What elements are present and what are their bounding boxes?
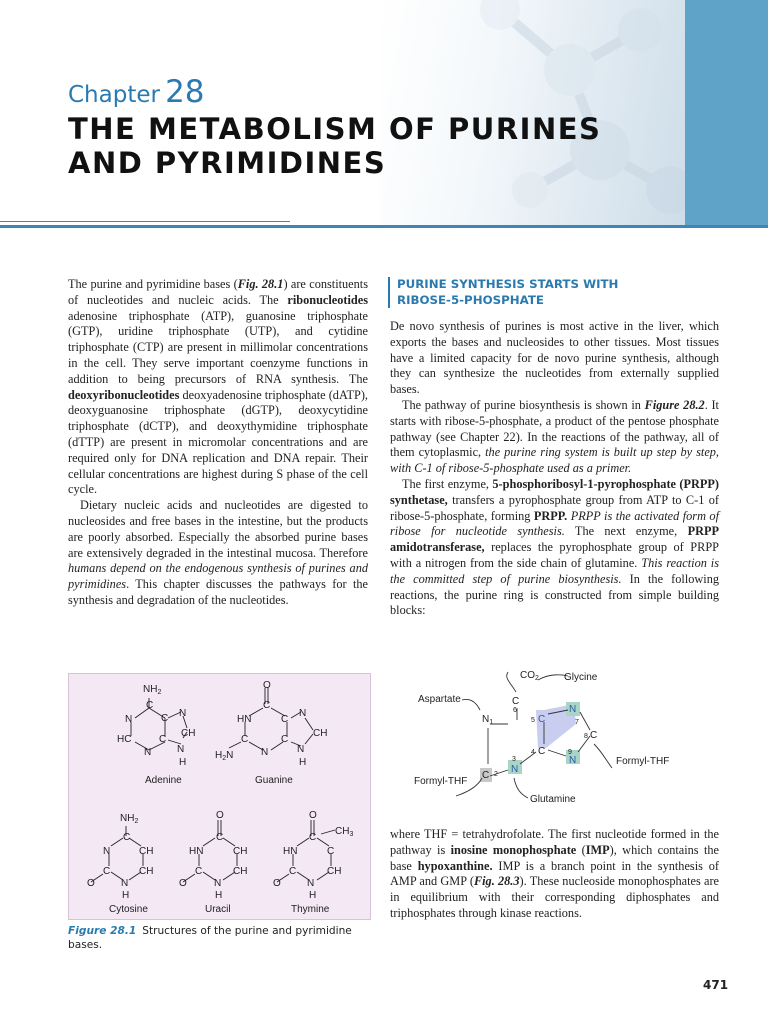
svg-text:O: O: [87, 878, 95, 889]
svg-text:CO2: $CO_2$: [520, 670, 539, 682]
svg-text:N: N: [179, 708, 187, 719]
formyl-thf-left-label: Formyl-THF: [414, 776, 468, 787]
section-heading-line1: PURINE SYNTHESIS STARTS WITH: [397, 277, 619, 291]
svg-text:O: O: [309, 810, 317, 821]
figure-28-1-caption: [68, 924, 373, 952]
guanine-label: Guanine: [255, 775, 293, 786]
svg-text:H: H: [309, 890, 317, 901]
svg-text:HN: HN: [189, 846, 204, 857]
thymine-label: Thymine: [291, 904, 330, 915]
svg-text:4: 4: [531, 749, 535, 756]
svg-text:C: C: [161, 713, 169, 724]
svg-text:C: C: [195, 866, 203, 877]
header-rule: [0, 225, 768, 228]
glutamine-label: Glutamine: [530, 794, 576, 805]
svg-text:HC: HC: [117, 734, 132, 745]
svg-text:C: C: [281, 714, 289, 725]
purine-ring-svg: [390, 664, 720, 814]
svg-text:N: N: [511, 764, 519, 775]
chapter-title: [68, 112, 708, 180]
svg-text:O: O: [273, 878, 281, 889]
uracil-label: Uracil: [205, 904, 231, 915]
svg-text:C: C: [216, 832, 224, 843]
right-column-lower: [390, 827, 719, 922]
adenine-label: Adenine: [145, 775, 182, 786]
svg-text:2: 2: [494, 771, 498, 778]
svg-text:C: C: [241, 734, 249, 745]
svg-text:8: 8: [584, 733, 588, 740]
svg-text:H: H: [299, 757, 307, 768]
svg-text:5: 5: [531, 717, 535, 724]
denovo-paragraph: De novo synthesis of purines is most active in the liver, which exports the bases and nucleosides to other tissues. Most tissues have a limited capacity for de novo purine synthesis, although they can synthesize the nucleotides from externally supplied bases.: [390, 319, 719, 397]
svg-text:C: C: [482, 770, 490, 781]
svg-text:C: C: [512, 696, 520, 707]
svg-text:C: C: [538, 746, 546, 757]
svg-text:C: C: [123, 832, 131, 843]
svg-text:N: N: [299, 708, 307, 719]
svg-text:C: C: [289, 866, 297, 877]
chapter-title-line2: AND PYRIMIDINES: [68, 146, 387, 180]
chapter-title-line1: THE METABOLISM OF PURINES: [68, 112, 602, 146]
svg-text:C: C: [590, 730, 598, 741]
svg-text:N: N: [261, 747, 269, 758]
svg-text:CH: CH: [139, 846, 154, 857]
svg-text:N: N: [144, 747, 152, 758]
svg-text:6: 6: [513, 707, 517, 714]
right-column: [390, 319, 719, 619]
svg-text:H: H: [122, 890, 130, 901]
svg-text:O: O: [216, 810, 224, 821]
cytosine-label: Cytosine: [109, 904, 148, 915]
cytosine-structure: [91, 826, 143, 882]
svg-text:CH: CH: [327, 866, 342, 877]
header-thin-rule: [0, 221, 290, 222]
section-heading: [388, 277, 727, 308]
figure-28-1-caption-text: Structures of the purine and pyrimidine bases.: [68, 925, 352, 951]
pathway-paragraph: The pathway of purine biosynthesis is shown in Figure 28.2. It starts with ribose-5-phosphate, a product of the pentose phosphate pathway (see Chapter 22). In the reactions of the pathway, all of them cytoplasmic, the purine ring system is built up step by step, with C-1 of ribose-5-phosphate used as a primer.: [390, 397, 720, 476]
svg-text:C: C: [103, 866, 111, 877]
aspartate-label: Aspartate: [418, 694, 461, 705]
svg-text:C: C: [146, 700, 154, 711]
svg-text:N: N: [297, 744, 305, 755]
svg-text:C: C: [327, 846, 335, 857]
figure-28-1-label: Figure 28.1: [68, 925, 137, 937]
svg-text:O: O: [179, 878, 187, 889]
svg-text:HN: HN: [283, 846, 298, 857]
enzyme-paragraph: The first enzyme, 5-phosphoribosyl-1-pyrophosphate (PRPP) synthetase, transfers a pyrophosphate group from ATP to C-1 of ribose-5-phosphate, forming PRPP. PRPP is the activated form of ribose for nucleotide synthesis. The next enzyme, PRPP amidotransferase, replaces the pyrophosphate group of PRPP with a nitrogen from the side chain of glutamine. This reaction is the committed step of purine biosynthesis. In the following reactions, the purine ring is constructed from simple building blocks:: [390, 476, 719, 618]
svg-text:O: O: [263, 680, 271, 691]
glycine-label: Glycine: [564, 672, 598, 683]
svg-text:CH: CH: [233, 846, 248, 857]
svg-text:CH: CH: [181, 728, 196, 739]
svg-text:N: N: [103, 846, 111, 857]
svg-text:N: N: [121, 878, 129, 889]
svg-text:N: N: [125, 714, 133, 725]
svg-text:H: H: [179, 757, 187, 768]
svg-text:CH3: $CH_3$: [335, 826, 354, 838]
svg-text:H: H: [215, 890, 223, 901]
base-structures: [69, 674, 370, 919]
svg-text:N: N: [569, 755, 577, 766]
thf-paragraph: where THF = tetrahydrofolate. The first nucleotide formed in the pathway is inosine monophosphate (IMP), which contains the base hypoxanthine. IMP is a branch point in the synthesis of AMP and GMP (Fig. 28.3). These nucleoside monophosphates are in equilibrium with their corresponding diphosphates and triphosphates through kinase reactions.: [390, 827, 720, 920]
svg-text:NH2: $NH_2$: [120, 813, 139, 825]
chapter-word: Chapter: [68, 82, 160, 108]
svg-text:3: 3: [512, 756, 516, 763]
svg-text:7: 7: [575, 719, 579, 726]
svg-text:CH: CH: [139, 866, 154, 877]
svg-text:N: N: [307, 878, 315, 889]
svg-text:N: N: [569, 704, 577, 715]
svg-text:C: C: [281, 734, 289, 745]
svg-text:9: 9: [568, 749, 572, 756]
svg-text:H2N: $H_2N$: [215, 750, 234, 762]
svg-text:N: N: [177, 744, 185, 755]
svg-text:C: C: [159, 734, 167, 745]
purine-ring-diagram: [390, 664, 720, 814]
svg-text:C: C: [263, 700, 271, 711]
svg-text:CH: CH: [233, 866, 248, 877]
figure-28-1: [68, 673, 371, 920]
chapter-number: 28: [165, 74, 205, 110]
intro-paragraph: The purine and pyrimidine bases (Fig. 28.1) are constituents of nucleotides and nucleic acids. The ribonucleotides adenosine triphosphate (ATP), guanosine triphosphate (GTP), uridine triphosphate (UTP), and cytidine triphosphate (CTP) are present in millimolar concentrations in the cell. They serve important coenzyme functions in addition to being precursors of RNA synthesis. The deoxyribonucleotides deoxyadenosine triphosphate (dATP), deoxyguanosine triphosphate (dGTP), deoxycytidine triphosphate (dCTP), and deoxythymidine triphosphate (dTTP) are present in micromolar concentrations and are required only for DNA replication and DNA repair. Their cellular concentrations are highest during S phase of the cell cycle.: [68, 277, 368, 497]
svg-text:NH2: $NH_2$: [143, 684, 162, 696]
section-heading-line2: RIBOSE-5-PHOSPHATE: [397, 292, 544, 307]
svg-text:N1: $N_1$: [482, 714, 494, 726]
svg-text:C: C: [309, 832, 317, 843]
left-column: [68, 277, 368, 609]
dietary-paragraph: Dietary nucleic acids and nucleotides are digested to nucleosides and free bases in the intestine, but the products are poorly absorbed. Especially the absorbed purine bases are extensively degraded in the intestinal mucosa. Therefore humans depend on the endogenous synthesis of purines and pyrimidines. This chapter discusses the pathways for the synthesis and degradation of the nucleotides.: [68, 498, 368, 607]
svg-text:N: N: [214, 878, 222, 889]
svg-text:C: C: [538, 714, 546, 725]
svg-text:HN: HN: [237, 714, 252, 725]
svg-text:CH: CH: [313, 728, 328, 739]
formyl-thf-right-label: Formyl-THF: [616, 756, 670, 767]
chapter-label: [68, 74, 205, 110]
page-number: 471: [703, 978, 729, 992]
